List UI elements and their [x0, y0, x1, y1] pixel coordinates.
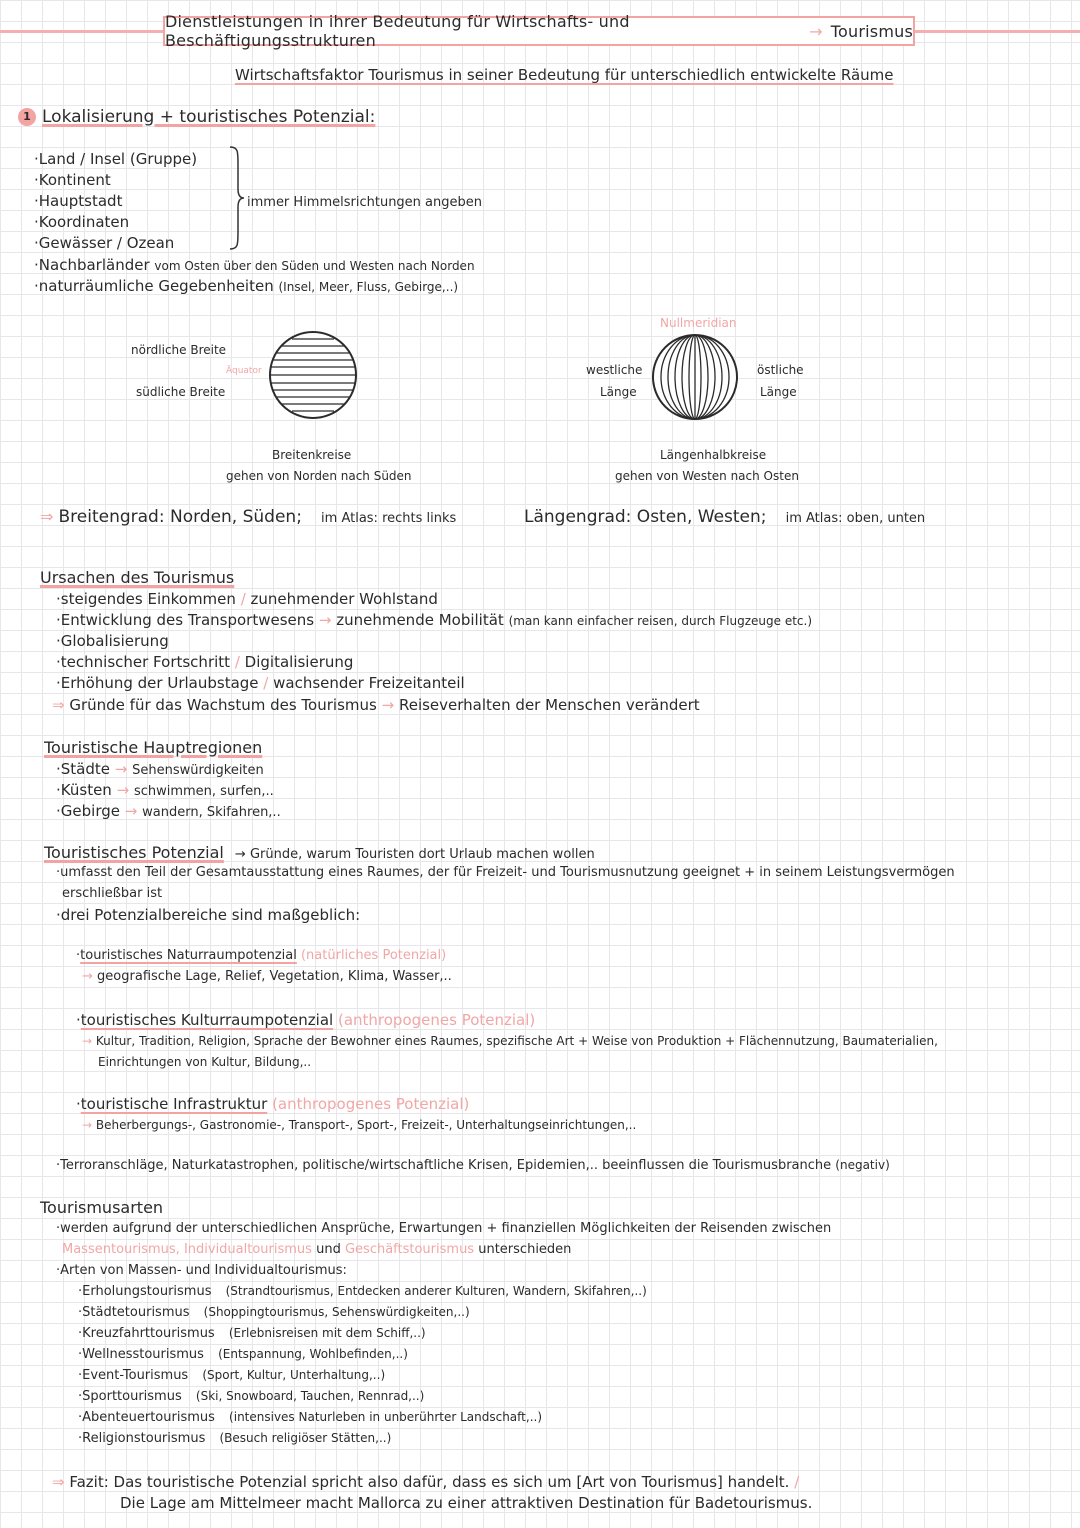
cause-item: ·Entwicklung des Transportwesens → zunehmende Mobilität (man kann einfacher reisen, durch Flugzeuge etc.)	[56, 611, 812, 629]
list-item: ·Kreuzfahrttourismus (Erlebnisreisen mit dem Schiff,..)	[78, 1326, 426, 1341]
potential-area-1-detail: → geografische Lage, Relief, Vegetation, Klima, Wasser,..	[82, 969, 452, 984]
west-longitude-label2: Länge	[600, 385, 637, 399]
north-latitude-label: nördliche Breite	[131, 343, 227, 357]
longitude-globe-icon	[651, 333, 739, 421]
title-accent-left	[0, 30, 163, 33]
potential-area-2-detail-cont: Einrichtungen von Kultur, Bildung,..	[98, 1055, 312, 1069]
causes-heading: Ursachen des Tourismus	[40, 568, 235, 587]
list-item: ·Wellnesstourismus (Entspannung, Wohlbefinden,..)	[78, 1347, 408, 1362]
potential-area-2: ·touristisches Kulturraumpotenzial (anthropogenes Potenzial)	[76, 1011, 536, 1029]
risk-line: ·Terroranschläge, Naturkatastrophen, politische/wirtschaftliche Krisen, Epidemien,.. beeinflussen die Tourismusbranche (negativ)	[56, 1158, 890, 1173]
south-latitude-label: südliche Breite	[136, 385, 226, 399]
conclusion-line2: Die Lage am Mittelmeer macht Mallorca zu einer attraktiven Destination für Badetourismus.	[120, 1494, 813, 1512]
potential-area-3: ·touristische Infrastruktur (anthropogenes Potenzial)	[76, 1095, 470, 1113]
section1-heading: Lokalisierung + touristisches Potenzial:	[42, 107, 376, 127]
causes-conclusion: ⇒ Gründe für das Wachstum des Tourismus → Reiseverhalten der Menschen verändert	[52, 696, 700, 714]
potential-heading: Touristisches Potenzial	[44, 843, 224, 862]
list-item: ·Kontinent	[34, 171, 111, 189]
list-item: ·Gewässer / Ozean	[34, 234, 175, 252]
latitude-caption2: gehen von Norden nach Süden	[226, 469, 412, 483]
list-item: ·Hauptstadt	[34, 192, 123, 210]
longitude-caption1: Längenhalbkreise	[660, 448, 767, 462]
prime-meridian-label: Nullmeridian	[660, 316, 737, 330]
potential-area-1: ·touristisches Naturraumpotenzial (natürliches Potenzial)	[76, 948, 447, 963]
page-subtitle: Wirtschaftsfaktor Tourismus in seiner Bedeutung für unterschiedlich entwickelte Räume	[235, 66, 894, 84]
latitude-summary: ⇒ Breitengrad: Norden, Süden; im Atlas: rechts links	[40, 507, 457, 527]
cause-item: ·technischer Fortschritt / Digitalisierung	[56, 653, 354, 671]
potential-definition: ·umfasst den Teil der Gesamtausstattung eines Raumes, der für Freizeit- und Tourismusnutzung geeignet + in seinem Leistungsvermögen	[56, 865, 955, 880]
potential-area-3-detail: → Beherbergungs-, Gastronomie-, Transport-, Sport-, Freizeit-, Unterhaltungseinrichtungen,..	[82, 1118, 637, 1132]
section-number: 1	[18, 108, 36, 126]
arrow-icon: ⇒	[40, 507, 54, 526]
curly-brace	[228, 145, 246, 251]
cause-item: ·steigendes Einkommen / zunehmender Wohlstand	[56, 590, 438, 608]
nature-line: ·naturräumliche Gegebenheiten (Insel, Meer, Fluss, Gebirge,..)	[34, 277, 459, 295]
title-part1: Dienstleistungen in ihrer Bedeutung für Wirtschafts- und Beschäftigungsstrukturen	[165, 12, 630, 50]
neighbors-line: ·Nachbarländer vom Osten über den Süden und Westen nach Norden	[34, 256, 475, 274]
longitude-summary: Längengrad: Osten, Westen; im Atlas: oben, unten	[524, 507, 926, 527]
conclusion-line1: ⇒ Fazit: Das touristische Potenzial spricht also dafür, dass es sich um [Art von Tourismus] handelt. /	[52, 1473, 800, 1491]
potential-area-2-detail: → Kultur, Tradition, Religion, Sprache der Bewohner eines Raumes, spezifische Art + Weise von Produktion + Flächennutzung, Baumaterialien,	[82, 1034, 938, 1048]
title-part2: Tourismus	[830, 21, 913, 41]
list-item: ·Abenteuertourismus (intensives Naturleben in unberührter Landschaft,..)	[78, 1410, 543, 1425]
types-intro-cont: Massentourismus, Individualtourismus und Geschäftstourismus unterschieden	[62, 1242, 572, 1257]
region-item: ·Gebirge → wandern, Skifahren,..	[56, 802, 281, 820]
types-sub-heading: ·Arten von Massen- und Individualtourismus:	[56, 1263, 347, 1278]
list-item: ·Religionstourismus (Besuch religiöser Stätten,..)	[78, 1431, 392, 1446]
region-item: ·Städte → Sehenswürdigkeiten	[56, 760, 264, 778]
title-arrow: →	[809, 21, 823, 41]
cause-item: ·Erhöhung der Urlaubstage / wachsender Freizeitanteil	[56, 674, 465, 692]
east-longitude-label1: östliche	[757, 363, 804, 377]
cause-item: ·Globalisierung	[56, 632, 169, 650]
regions-heading: Touristische Hauptregionen	[44, 738, 263, 757]
list-item: ·Erholungstourismus (Strandtourismus, Entdecken anderer Kulturen, Wandern, Skifahren,..)	[78, 1284, 647, 1299]
west-longitude-label1: westliche	[586, 363, 643, 377]
equator-label: Äquator	[226, 366, 262, 376]
latitude-globe-icon	[268, 330, 358, 420]
list-item: ·Sporttourismus (Ski, Snowboard, Tauchen, Rennrad,..)	[78, 1389, 425, 1404]
types-heading: Tourismusarten	[40, 1198, 164, 1217]
potential-definition-cont: erschließbar ist	[62, 886, 163, 901]
title-accent-right	[915, 30, 1080, 33]
types-intro: ·werden aufgrund der unterschiedlichen Ansprüche, Erwartungen + finanziellen Möglichkeiten der Reisenden zwischen	[56, 1221, 832, 1236]
list-item: ·Städtetourismus (Shoppingtourismus, Sehenswürdigkeiten,..)	[78, 1305, 470, 1320]
brace-note: immer Himmelsrichtungen angeben	[247, 195, 482, 210]
three-areas: ·drei Potenzialbereiche sind maßgeblich:	[56, 906, 361, 924]
list-item: ·Land / Insel (Gruppe)	[34, 150, 198, 168]
potential-heading-line: Touristisches Potenzial → Gründe, warum Touristen dort Urlaub machen wollen	[44, 843, 595, 862]
list-item: ·Koordinaten	[34, 213, 130, 231]
east-longitude-label2: Länge	[760, 385, 797, 399]
page-title	[163, 12, 915, 50]
list-item: ·Event-Tourismus (Sport, Kultur, Unterhaltung,..)	[78, 1368, 386, 1383]
longitude-caption2: gehen von Westen nach Osten	[615, 469, 799, 483]
region-item: ·Küsten → schwimmen, surfen,..	[56, 781, 274, 799]
latitude-caption1: Breitenkreise	[272, 448, 352, 462]
